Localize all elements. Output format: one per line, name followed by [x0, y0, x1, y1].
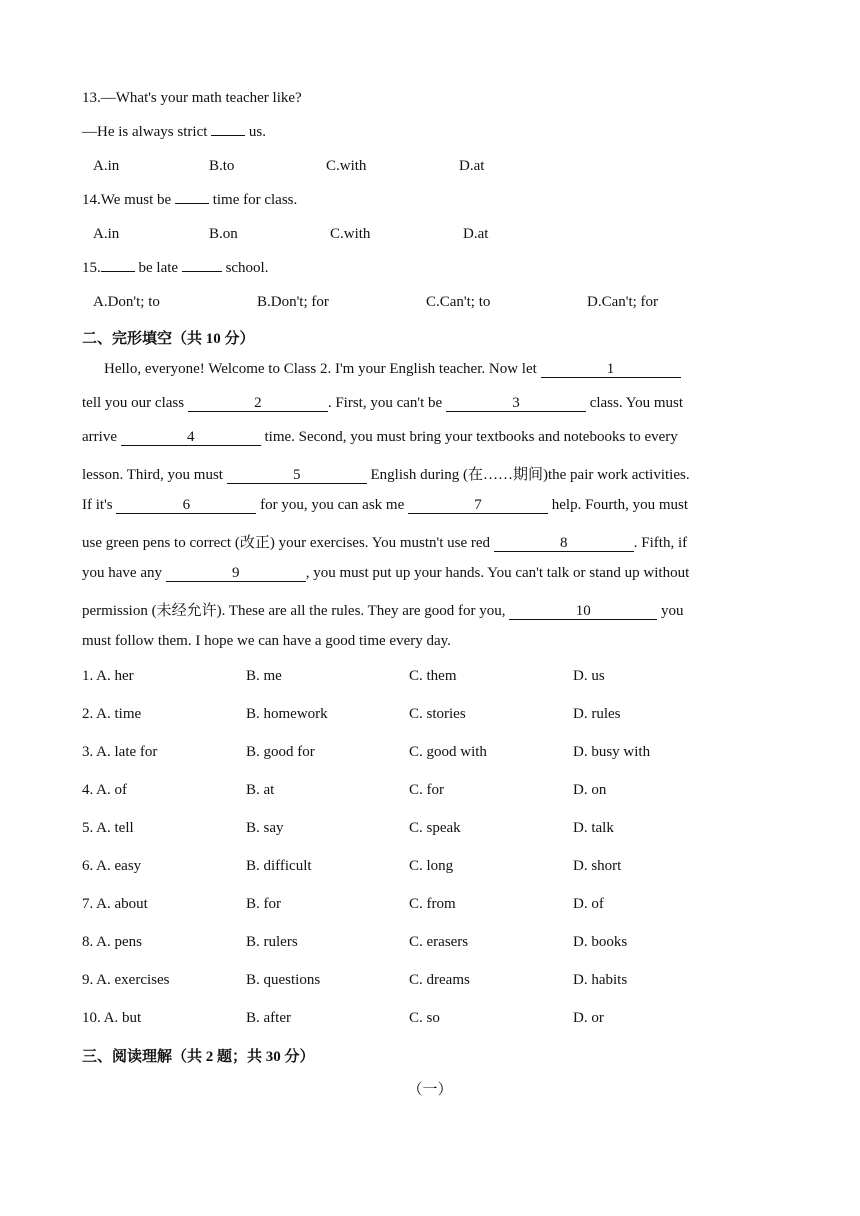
passage-text: permission (未经允许). These are all the rules. They are good for you, [82, 603, 510, 619]
cloze-option-4-d: D. on [573, 782, 607, 798]
cloze-option-10-b: B. after [246, 1010, 291, 1026]
q15-option-c: C.Can't; to [426, 294, 491, 310]
q14-option-b: B.on [209, 226, 238, 242]
q13-option-c: C.with [326, 158, 367, 174]
cloze-option-3-c: C. good with [409, 744, 487, 760]
cloze-blank-2: 2 [188, 396, 328, 412]
passage-text: time. Second, you must bring your textbooks and notebooks to every [260, 429, 678, 445]
q15-blank-1 [101, 271, 135, 272]
passage-text: . First, you can't be [327, 395, 446, 411]
cloze-option-2-b: B. homework [246, 706, 328, 722]
cloze-option-4-b: B. at [246, 782, 275, 798]
cloze-option-5-b: B. say [246, 820, 284, 836]
passage-line-7 [82, 565, 689, 582]
q15-blank-2 [182, 271, 222, 272]
q14-text-post: time for class. [208, 192, 298, 208]
cloze-option-8-d: D. books [573, 934, 628, 950]
q13-option-d: D.at [459, 158, 485, 174]
q14-option-c: C.with [330, 226, 371, 242]
passage-line-1 [104, 361, 681, 378]
passage-text: . Fifth, if [633, 535, 688, 551]
cloze-option-9-c: C. dreams [409, 972, 470, 988]
q14-blank [175, 203, 209, 204]
passage-text: If it's [82, 497, 117, 513]
q15-option-d: D.Can't; for [587, 294, 659, 310]
passage-text: Hello, everyone! Welcome to Class 2. I'm your English teacher. Now let [104, 361, 541, 377]
cloze-option-7-d: D. of [573, 896, 604, 912]
cloze-option-7-c: C. from [409, 896, 456, 912]
passage-text: arrive [82, 429, 121, 445]
cloze-option-8-b: B. rulers [246, 934, 298, 950]
section-2-title: 二、完形填空（共 10 分） [82, 331, 255, 347]
cloze-option-5-c: C. speak [409, 820, 461, 836]
q15-text-post: school. [221, 260, 269, 276]
cloze-option-1-a: 1. A. her [82, 668, 134, 684]
cloze-option-10-c: C. so [409, 1010, 440, 1026]
q13-option-b: B.to [209, 158, 235, 174]
cloze-option-7-a: 7. A. about [82, 896, 148, 912]
q15-text-mid: be late [134, 260, 182, 276]
cloze-option-3-d: D. busy with [573, 744, 651, 760]
cloze-blank-6: 6 [116, 498, 256, 514]
question-13-answer [82, 124, 266, 141]
cloze-option-6-d: D. short [573, 858, 622, 874]
cloze-option-6-b: B. difficult [246, 858, 312, 874]
cloze-blank-9: 9 [166, 566, 306, 582]
cloze-option-4-c: C. for [409, 782, 444, 798]
passage-text: you have any [82, 565, 166, 581]
passage-line-4 [82, 463, 690, 484]
passage-text: for you, you can ask me [256, 497, 409, 513]
cloze-option-8-c: C. erasers [409, 934, 469, 950]
cloze-option-8-a: 8. A. pens [82, 934, 142, 950]
passage-line-2 [82, 395, 683, 412]
cloze-option-1-b: B. me [246, 668, 282, 684]
cloze-option-9-b: B. questions [246, 972, 321, 988]
passage-line-6 [82, 531, 687, 552]
cloze-option-5-a: 5. A. tell [82, 820, 134, 836]
cloze-option-3-b: B. good for [246, 744, 315, 760]
passage-text: , you must put up your hands. You can't talk or stand up without [305, 565, 690, 581]
cloze-blank-8: 8 [494, 536, 634, 552]
q13-text-post: us. [245, 124, 266, 140]
cloze-blank-5: 5 [227, 468, 367, 484]
passage-text: you [657, 603, 684, 619]
passage-text: class. You must [585, 395, 684, 411]
q14-option-a: A.in [93, 226, 120, 242]
q15-text-pre: 15. [82, 260, 101, 276]
cloze-blank-1: 1 [541, 362, 681, 378]
passage-text: tell you our class [82, 395, 188, 411]
cloze-option-7-b: B. for [246, 896, 281, 912]
cloze-option-10-d: D. or [573, 1010, 604, 1026]
cloze-option-5-d: D. talk [573, 820, 614, 836]
passage-text: lesson. Third, you must [82, 467, 227, 483]
passage-text: help. Fourth, you must [548, 497, 689, 513]
cloze-blank-7: 7 [408, 498, 548, 514]
cloze-option-9-d: D. habits [573, 972, 628, 988]
passage-line-8 [82, 599, 684, 620]
cloze-option-6-c: C. long [409, 858, 454, 874]
q14-option-d: D.at [463, 226, 489, 242]
cloze-option-2-a: 2. A. time [82, 706, 142, 722]
q13-blank [211, 135, 245, 136]
q13-text-pre: —He is always strict [82, 124, 212, 140]
question-14 [82, 192, 297, 209]
passage-line-3 [82, 429, 678, 446]
cloze-option-10-a: 10. A. but [82, 1010, 142, 1026]
q14-text-pre: 14.We must be [82, 192, 175, 208]
cloze-option-2-d: D. rules [573, 706, 621, 722]
q13-option-a: A.in [93, 158, 120, 174]
section-3-title: 三、阅读理解（共 2 题；共 30 分） [82, 1049, 315, 1065]
page-footer: （一） [407, 1082, 453, 1098]
question-13: 13.—What's your math teacher like? [82, 90, 302, 106]
cloze-option-2-c: C. stories [409, 706, 466, 722]
cloze-option-1-c: C. them [409, 668, 457, 684]
q15-option-b: B.Don't; for [257, 294, 329, 310]
passage-text: use green pens to correct (改正) your exercises. You mustn't use red [82, 535, 494, 551]
cloze-option-6-a: 6. A. easy [82, 858, 142, 874]
cloze-option-4-a: 4. A. of [82, 782, 127, 798]
passage-text: English during (在……期间)the pair work activities. [366, 467, 690, 483]
cloze-option-3-a: 3. A. late for [82, 744, 158, 760]
cloze-blank-3: 3 [446, 396, 586, 412]
cloze-option-9-a: 9. A. exercises [82, 972, 170, 988]
q15-option-a: A.Don't; to [93, 294, 160, 310]
cloze-blank-10: 10 [509, 604, 657, 620]
cloze-blank-4: 4 [121, 430, 261, 446]
passage-line-5 [82, 497, 688, 514]
question-15 [82, 260, 268, 277]
cloze-option-1-d: D. us [573, 668, 605, 684]
passage-line-9: must follow them. I hope we can have a good time every day. [82, 633, 451, 649]
